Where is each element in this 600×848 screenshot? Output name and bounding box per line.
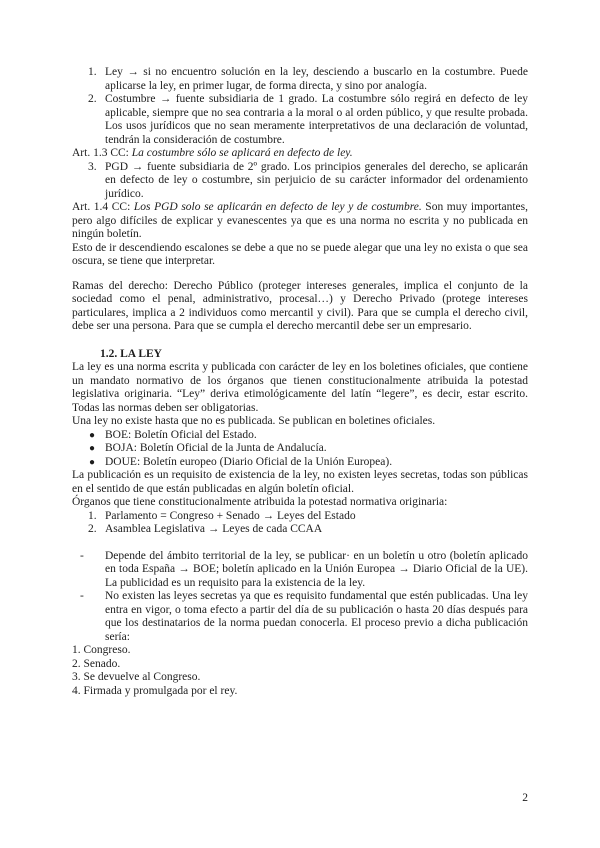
ordered-list-item-2 xyxy=(72,93,528,147)
step-devuelve-congreso: 3. Se devuelve al Congreso. xyxy=(72,671,201,683)
dash-item-text: No existen las leyes secretas ya que es requisito fundamental que estén publicadas. Una ley entra en vigor, o toma efecto a partir del día de su publicación o hasta 20 días después para que los destinatarios de la norma puedan conocerla. El proceso previo a dicha publicación sería: xyxy=(105,590,528,643)
bullet-icon: ● xyxy=(89,443,96,454)
dash-marker: - xyxy=(80,590,84,602)
paragraph-la-ley: La ley es una norma escrita y publicada con carácter de ley en los boletines oficiales, que contiene un mandato normativo de los órganos que tienen constitucionalmente atribuida la potestad legislativa originaria. “Ley” deriva etimológicamente del latín “legere”, es decir, estar escrito. Todas las normas deben ser obligatorias. xyxy=(72,361,528,414)
ordered-list-item-1 xyxy=(72,66,528,93)
step-senado: 2. Senado. xyxy=(72,657,121,670)
bullet-icon: ● xyxy=(89,429,96,441)
dash-item-text: Depende del ámbito territorial de la ley, se publicar· en un boletín u otro (boletín aplicado en toda España → BOE; boletín aplicado en la Unión Europea → Diario Oficial de la UE). La publicidad es un requisito para la existencia de la ley. xyxy=(105,549,528,589)
bullet-icon: ● xyxy=(89,456,96,468)
dash-item-ambito xyxy=(72,550,528,591)
step-congreso: 1. Congreso. xyxy=(72,644,131,656)
dash-marker: - xyxy=(80,549,84,562)
paragraph-una-ley: Una ley no existe hasta que no es publicada. Se publican en boletines oficiales. xyxy=(72,415,436,427)
page-content xyxy=(72,66,528,698)
bullet-text: BOE: Boletín Oficial del Estado. xyxy=(105,428,257,441)
ordered-list-item-3 xyxy=(72,161,528,202)
list-number: 1. xyxy=(88,66,97,78)
list-number: 2. xyxy=(88,523,97,535)
list-item-text: Ley → si no encuentro solución en la ley, desciendo a buscarlo en la costumbre. Puede aplicarse la ley, en primer lugar, de forma directa, y sino por analogía. xyxy=(105,66,528,92)
organos-list-item-1 xyxy=(72,510,528,524)
paragraph-publicacion: La publicación es un requisito de existencia de la ley, no existen leyes secretas, todas son públicas en el sentido de que están publicadas en algún boletín oficial. xyxy=(72,469,528,495)
list-item-text: Costumbre → fuente subsidiaria de 1 grado. La costumbre sólo regirá en defecto de ley aplicable, siempre que no sea contraria a la moral o al orden público, y que resulte probada. Los usos jurídicos que no sean meramente interpretativos de una declaración de voluntad, tendrán la consideración de costumbre. xyxy=(105,93,528,146)
section-heading-la-ley: 1.2. LA LEY xyxy=(100,347,162,360)
paragraph-ramas-del-derecho: Ramas del derecho: Derecho Público (proteger intereses generales, implica el conjunto de la sociedad como el penal, administrativo, procesal…) y Derecho Privado (protege intereses particulares, implica a 2 individuos como mercantil y civil). Para que se cumpla el derecho civil, debe ser una persona. Para que se cumpla el derecho mercantil debe ser un empresario. xyxy=(72,279,528,332)
article-label: Art. 1.4 CC: xyxy=(72,201,134,213)
list-number: 3. xyxy=(88,160,97,173)
dash-item-secretas xyxy=(72,590,528,644)
list-number: 1. xyxy=(88,509,97,522)
paragraph-art-1-4 xyxy=(72,201,528,242)
paragraph-art-1-3 xyxy=(72,147,528,161)
step-firmada-rey: 4. Firmada y promulgada por el rey. xyxy=(72,684,238,697)
list-item-text: PGD → fuente subsidiaria de 2º grado. Los principios generales del derecho, se aplicarán en defecto de ley o costumbre, sin perjuicio de su carácter informador del ordenamiento jurídico. xyxy=(105,160,528,200)
bullet-text: DOUE: Boletín europeo (Diario Oficial de la Unión Europea). xyxy=(105,455,393,468)
list-item-text: Asamblea Legislativa → Leyes de cada CCAA xyxy=(105,523,323,535)
article-label: Art. 1.3 CC: xyxy=(72,147,132,159)
article-quote: Los PGD solo se aplicarán en defecto de ley y de costumbre. xyxy=(133,201,422,213)
organos-list-item-2 xyxy=(72,523,528,537)
bullet-item-doue xyxy=(72,456,528,470)
page-number: 2 xyxy=(522,792,528,804)
article-commentary: Son muy importantes, pero algo difíciles de explicar y evanescentes ya que es una norma no escrita y no publicada en ningún boletín. xyxy=(72,201,528,240)
bullet-text: BOJA: Boletín Oficial de la Junta de Andalucía. xyxy=(105,442,327,454)
list-number: 2. xyxy=(88,93,97,105)
paragraph-organos: Órganos que tiene constitucionalmente atribuida la potestad normativa originaria: xyxy=(72,496,448,508)
bullet-item-boja xyxy=(72,442,528,456)
bullet-item-boe xyxy=(72,429,528,443)
list-item-text: Parlamento = Congreso + Senado → Leyes del Estado xyxy=(105,509,356,522)
paragraph-escalones: Esto de ir descendiendo escalones se debe a que no se puede alegar que una ley no exista o que sea oscura, se tiene que interpretar. xyxy=(72,241,528,267)
article-quote: La costumbre sólo se aplicará en defecto de ley. xyxy=(131,147,353,159)
